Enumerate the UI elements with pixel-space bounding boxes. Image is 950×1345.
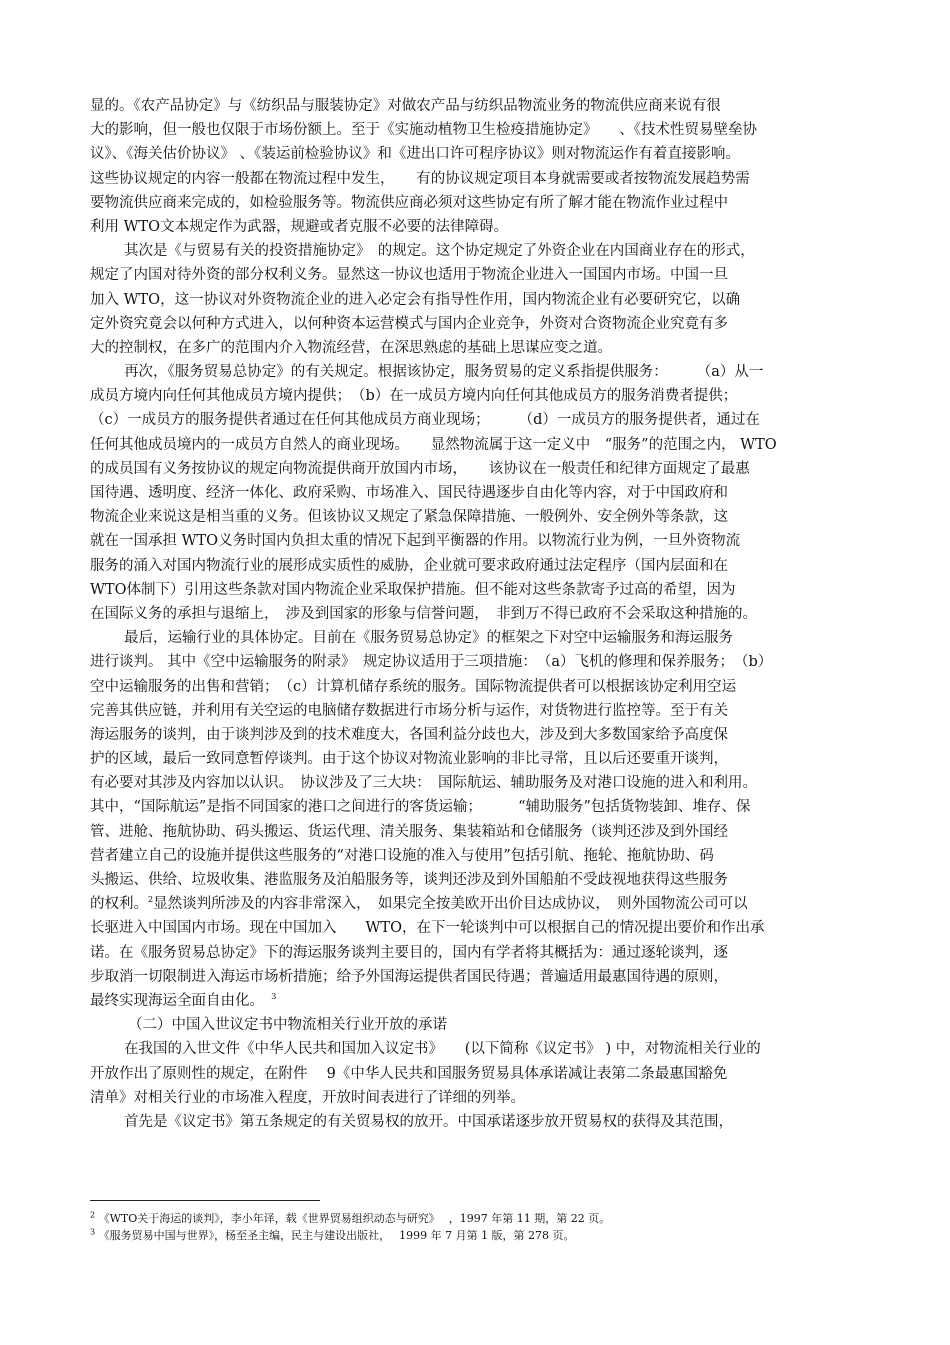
text-line: 其次是《与贸易有关的投资措施协定》 的规定。这个协定规定了外资企业在内国商业存在的形式， <box>124 243 755 260</box>
footnote: $^2$ 《WTO关于海运的谈判》，李小年译，载《世界贸易组织动态与研究》 ，1997 年第 11 期，第 22 页。 <box>90 1210 611 1225</box>
text-line: 显的。《农产品协定》与《纺织品与服装协定》对做农产品与纺织品物流业务的物流供应商来说有很 <box>90 98 721 114</box>
text-line: 国待遇、透明度、经济一体化、政府采购、市场准入、国民待遇逐步自由化等内容，对于中国政府和 <box>90 485 728 501</box>
text-line: 进行谈判。 其中《空中运输服务的附录》 规定协议适用于三项措施： （a）飞机的修理和保养服务； （b） <box>90 654 773 671</box>
text-line: 的成员国有义务按协议的规定向物流提供商开放国内市场， 该协议在一般责任和纪律方面规定了最惠 <box>90 460 750 477</box>
text-line: 在国际义务的承担与退缩上， 涉及到国家的形象与信誉问题， 非到万不得已政府不会采取这种措施的。 <box>90 605 757 622</box>
body-text <box>90 94 890 1134</box>
text-line: （c）一成员方的服务提供者通过在任何其他成员方商业现场； （d）一成员方的服务提供者，通过在 <box>90 412 760 429</box>
text-line: 利用 WTO文本规定作为武器，规避或者克服不必要的法律障碍。 <box>90 218 509 235</box>
text-line: 任何其他成员境内的一成员方自然人的商业现场。 显然物流属于这一定义中 “服务”的范围之内， WTO <box>90 436 777 453</box>
text-line: 要物流供应商来完成的，如检验服务等。物流供应商必须对这些协定有所了解才能在物流作业过程中 <box>90 194 728 211</box>
text-line: 长驱进入中国国内市场。现在中国加入 WTO，在下一轮谈判中可以根据自己的情况提出要价和作出承 <box>90 920 765 937</box>
text-line: 成员方境内向任何其他成员方境内提供； （b）在一成员方境内向任何其他成员方的服务消费者提供； <box>90 388 738 405</box>
text-line: 就在一国承担 WTO义务时国内负担太重的情况下起到平衡器的作用。以物流行业为例，一旦外资物流 <box>90 533 741 550</box>
text-line: 清单》对相关行业的市场准入程度，开放时间表进行了详细的列举。 <box>90 1089 525 1106</box>
footnote-reference: 3 <box>271 992 277 1002</box>
text-line: 护的区域，最后一致同意暂停谈判。由于这个协议对物流业影响的非比寻常，且以后还要重开谈判， <box>90 751 728 768</box>
footnotes <box>90 1210 890 1244</box>
text-line: 这些协议规定的内容一般都在物流过程中发生， 有的协议规定项目本身就需要或者按物流发展趋势需 <box>90 170 750 187</box>
footnote: $^3$ 《服务贸易中国与世界》，杨至圣主编，民主与建设出版社， 1999 年 7 月第 1 版，第 278 页。 <box>90 1227 575 1242</box>
text-line: 服务的涌入对国内物流行业的展形成实质性的威胁，企业就可要求政府通过法定程序（国内层面和在 <box>90 557 728 574</box>
text-line: 最后，运输行业的具体协定。目前在《服务贸易总协定》的框架之下对空中运输服务和海运服务 <box>124 630 733 647</box>
text-line: 再次，《服务贸易总协定》的有关规定。根据该协定，服务贸易的定义系指提供服务： （a）从一 <box>124 364 764 381</box>
text-line: 首先是《议定书》第五条规定的有关贸易权的放开。中国承诺逐步放开贸易权的获得及其范围， <box>124 1113 733 1130</box>
footnote-reference: 2 <box>148 895 154 905</box>
text-line: 加入 WTO，这一协议对外资物流企业的进入必定会有指导性作用，国内物流企业有必要研究它，以确 <box>90 291 741 308</box>
text-line: 规定了内国对待外资的部分权利义务。显然这一协议也适用于物流企业进入一国国内市场。中国一旦 <box>90 267 728 284</box>
text-line: 管、进舱、拖航协助、码头搬运、货运代理、清关服务、集装箱站和仓储服务（谈判还涉及到外国经 <box>90 823 728 840</box>
text-line: 的权利。$^2$显然谈判所涉及的内容非常深入， 如果完全按美欧开出价目达成协议， 则外国物流公司可以 <box>90 895 748 913</box>
text-line: 诺。在《服务贸易总协定》下的海运服务谈判主要目的，国内有学者将其概括为：通过逐轮谈判，逐 <box>90 944 728 961</box>
text-line: 定外资究竟会以何种方式进入，以何种资本运营模式与国内企业竞争，外资对合资物流企业究竟有多 <box>90 315 728 332</box>
text-line: 最终实现海运全面自由化。 $^3$ <box>90 992 277 1009</box>
text-line: 空中运输服务的出售和营销； （c）计算机储存系统的服务。国际物流提供者可以根据该协定利用空运 <box>90 678 737 695</box>
section-heading: （二）中国入世议定书中物流相关行业开放的承诺 <box>128 1017 447 1034</box>
footnote-mark: 3 <box>90 1227 96 1237</box>
text-line: 在我国的入世文件《中华人民共和国加入议定书》 (以下简称《议定书》 ) 中，对物流相关行业的 <box>124 1041 761 1058</box>
text-line: 物流企业来说这是相当重的义务。但该协议又规定了紧急保障措施、一般例外、安全例外等条款，这 <box>90 509 728 526</box>
text-line: 有必要对其涉及内容加以认识。 协议涉及了三大块： 国际航运、辅助服务及对港口设施的进入和利用。 <box>90 775 757 792</box>
footnote-rule <box>90 1200 320 1201</box>
text-line: 海运服务的谈判，由于谈判涉及到的技术难度大，各国利益分歧也大，涉及到大多数国家给予高度保 <box>90 726 728 743</box>
text-line: 头搬运、供给、垃圾收集、港监服务及泊船服务等，谈判还涉及到外国船舶不受歧视地获得这些服务 <box>90 872 728 888</box>
footnote-mark: 2 <box>90 1210 96 1220</box>
text-line: WTO体制下）引用这些条款对国内物流企业采取保护措施。但不能对这些条款寄予过高的希望，因为 <box>90 581 736 598</box>
text-line: 营者建立自己的设施并提供这些服务的“对港口设施的准入与使用”包括引航、拖轮、拖航协助、码 <box>90 847 714 864</box>
text-line: 议》、《海关估价协议》 、《装运前检验协议》和《进出口许可程序协议》则对物流运作有着直接影响。 <box>90 146 740 163</box>
text-line: 其中，“国际航运”是指不同国家的港口之间进行的客货运输； “辅助服务”包括货物装卸、堆存、保 <box>90 799 751 816</box>
text-line: 大的影响，但一般也仅限于市场份额上。至于《实施动植物卫生检疫措施协定》 、《技术性贸易壁垒协 <box>90 122 757 139</box>
text-line: 完善其供应链，并利用有关空运的电脑储存数据进行市场分析与运作，对货物进行监控等。至于有关 <box>90 702 728 719</box>
text-line: 开放作出了原则性的规定，在附件 9《中华人民共和国服务贸易具体承诺减让表第二条最惠国豁免 <box>90 1065 728 1082</box>
text-line: 步取消一切限制进入海运市场析措施；给予外国海运提供者国民待遇；普遍适用最惠国待遇的原则， <box>90 968 728 985</box>
text-line: 大的控制权，在多广的范围内介入物流经营，在深思熟虑的基础上思谋应变之道。 <box>90 339 612 356</box>
